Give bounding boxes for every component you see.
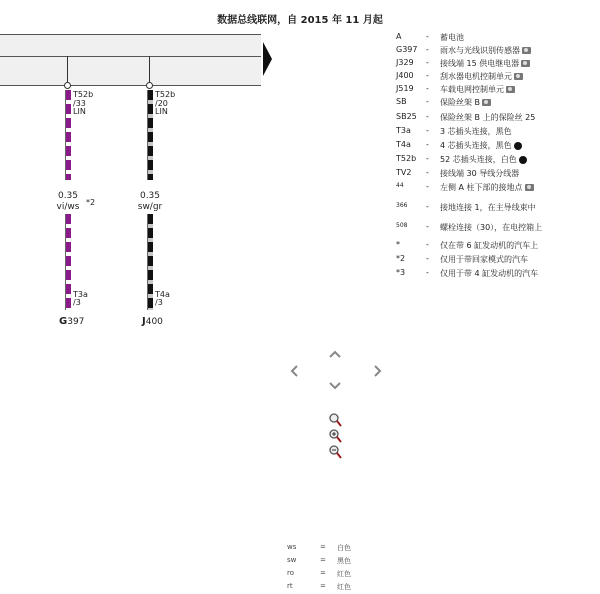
bus-divider (0, 56, 261, 57)
legend-row (396, 222, 596, 234)
legend-desc-text: 4 芯插头连接，黑色 (440, 141, 512, 150)
color-key-eq: = (320, 569, 326, 577)
legend-row (396, 71, 596, 83)
color-key-abbr: ws (287, 543, 297, 551)
legend-desc (440, 84, 515, 95)
legend-desc (440, 126, 512, 137)
component-g397[interactable]: G397 (59, 316, 85, 327)
legend-dash: - (426, 222, 429, 231)
legend-dash: - (426, 84, 429, 93)
legend-code: *2 (396, 254, 406, 263)
legend-desc (440, 112, 535, 123)
legend-code: T4a (396, 140, 411, 149)
legend-dash: - (426, 254, 429, 263)
pin-conn: T52b (155, 90, 176, 99)
legend-desc (440, 140, 522, 151)
legend-row (396, 254, 596, 266)
legend-desc (440, 97, 491, 108)
legend-desc (440, 222, 542, 233)
legend-desc (440, 168, 519, 179)
legend-row (396, 112, 596, 124)
legend-dash: - (426, 112, 429, 121)
legend-dash: - (426, 140, 429, 149)
color-key-abbr: ro (287, 569, 295, 577)
connector-icon[interactable] (514, 142, 522, 150)
legend-desc-text: 接线端 30 导线分线器 (440, 169, 520, 178)
color-key-row (287, 569, 387, 581)
color-key-row (287, 543, 387, 555)
legend-desc-text: 蓄电池 (440, 33, 464, 42)
camera-icon[interactable] (506, 86, 515, 93)
color-key-name: 红色 (337, 570, 351, 578)
legend-desc-text: 52 芯插头连接，白色 (440, 155, 517, 164)
legend-code: 44 (396, 182, 404, 189)
legend-desc-text: 刮水器电机控制单元 (440, 72, 512, 81)
legend-dash: - (426, 168, 429, 177)
wire-size: 0.35 (57, 191, 79, 201)
legend-dash: - (426, 71, 429, 80)
wire-color: vi/ws (56, 202, 80, 212)
legend-code: G397 (396, 45, 418, 54)
legend-desc (440, 32, 464, 43)
right-arrow-icon[interactable] (371, 364, 385, 378)
legend-dash: - (426, 182, 429, 191)
color-key-eq: = (320, 582, 326, 590)
legend-dash: - (426, 97, 429, 106)
wire-vi-ws-lower (65, 214, 71, 310)
pin-conn: T4a (155, 290, 170, 299)
camera-icon[interactable] (522, 47, 531, 54)
legend-code: T3a (396, 126, 411, 135)
legend-desc-text: 保险丝架 B (440, 98, 481, 107)
zoom-out-icon[interactable] (329, 444, 341, 458)
legend-desc (440, 45, 531, 56)
wire-color: sw/gr (137, 202, 163, 212)
page-title: 数据总线联网，自 2015 年 11 月起 (217, 15, 383, 26)
legend-code: *3 (396, 268, 406, 277)
legend-code: T52b (396, 154, 417, 163)
legend-dash: - (426, 32, 429, 41)
legend-desc (440, 182, 534, 193)
legend-code: J400 (396, 71, 414, 80)
component-j400[interactable]: J400 (142, 316, 163, 327)
legend-desc-text: 仅在带 6 缸发动机的汽车上 (440, 241, 539, 250)
wire-vi-ws-upper (65, 90, 71, 180)
legend-desc (440, 58, 530, 69)
legend-desc (440, 268, 538, 279)
bus-strip (0, 34, 261, 86)
legend-row (396, 45, 596, 57)
legend-desc-text: 仅用于带回家模式的汽车 (440, 255, 528, 264)
junction-dot (64, 82, 71, 89)
color-key-name: 红色 (337, 583, 351, 591)
legend-desc-text: 仅用于带 4 缸发动机的汽车 (440, 269, 539, 278)
legend-row (396, 140, 596, 152)
legend-dash: - (426, 154, 429, 163)
junction-dot (146, 82, 153, 89)
legend-desc (440, 71, 523, 82)
legend-code: SB (396, 97, 407, 106)
camera-icon[interactable] (514, 73, 523, 80)
legend-code: J329 (396, 58, 414, 67)
pin-num: /3 (73, 298, 81, 307)
pin-signal: LIN (155, 107, 168, 116)
color-key-abbr: sw (287, 556, 297, 564)
legend-desc (440, 254, 528, 265)
pin-conn: T3a (73, 290, 88, 299)
legend-dash: - (426, 58, 429, 67)
color-key-abbr: rt (287, 582, 293, 590)
wire-sw-gr-lower (147, 214, 153, 310)
legend-desc-text: 车载电网控制单元 (440, 85, 504, 94)
legend-desc-text: 雨水与光线识别传感器 (440, 46, 520, 55)
pin-num: /20 (155, 99, 168, 108)
wire-sw-gr-upper (147, 90, 153, 180)
legend-desc (440, 202, 536, 213)
color-key-row (287, 582, 387, 594)
legend-desc-text: 接线端 15 供电继电器 (440, 59, 520, 68)
color-key-row (287, 556, 387, 568)
legend-row (396, 84, 596, 96)
legend-dash: - (426, 45, 429, 54)
legend-dash: - (426, 202, 429, 211)
down-arrow-icon[interactable] (328, 380, 342, 394)
legend-desc-text: 保险丝架 B 上的保险丝 25 (440, 113, 536, 122)
legend-dash: - (426, 268, 429, 277)
pin-num: /33 (73, 99, 86, 108)
camera-icon[interactable] (521, 60, 530, 67)
legend-row (396, 32, 596, 44)
legend-row (396, 268, 596, 280)
continue-arrow-icon[interactable] (263, 42, 272, 76)
legend-dash: - (426, 240, 429, 249)
legend-row (396, 58, 596, 70)
camera-icon[interactable] (482, 99, 491, 106)
legend-desc-text: 螺栓连接（30），在电控箱上 (440, 223, 543, 232)
legend-code: SB25 (396, 112, 417, 121)
color-key-name: 白色 (337, 544, 351, 552)
zoom-icon[interactable] (329, 412, 341, 426)
legend-code: J519 (396, 84, 414, 93)
legend-code: TV2 (396, 168, 412, 177)
legend-desc-text: 接地连接 1，在主导线束中 (440, 203, 536, 212)
legend-code: 508 (396, 222, 408, 229)
up-arrow-icon[interactable] (328, 348, 342, 362)
pin-signal: LIN (73, 107, 86, 116)
color-key-eq: = (320, 543, 326, 551)
legend-code: A (396, 32, 402, 41)
wire-drop (67, 56, 68, 84)
wire-note: *2 (86, 198, 96, 207)
camera-icon[interactable] (525, 184, 534, 191)
pin-conn: T52b (73, 90, 94, 99)
wire-drop (149, 56, 150, 84)
color-key-name: 黑色 (337, 557, 351, 565)
legend-code: * (396, 240, 400, 249)
legend-row (396, 154, 596, 166)
zoom-in-icon[interactable] (329, 428, 341, 442)
connector-icon[interactable] (519, 156, 527, 164)
legend-desc (440, 154, 527, 165)
legend-row (396, 168, 596, 180)
legend-desc-text: 3 芯插头连接，黑色 (440, 127, 512, 136)
legend-row (396, 97, 596, 109)
legend-row (396, 126, 596, 138)
legend-code: 366 (396, 202, 408, 209)
legend-desc (440, 240, 538, 251)
wire-size: 0.35 (139, 191, 161, 201)
pin-num: /3 (155, 298, 163, 307)
color-key-eq: = (320, 556, 326, 564)
legend-desc-text: 左侧 A 柱下部的接地点 (440, 183, 523, 192)
left-arrow-icon[interactable] (287, 364, 301, 378)
legend-dash: - (426, 126, 429, 135)
legend-row (396, 182, 596, 194)
legend-row (396, 240, 596, 252)
legend-row (396, 202, 596, 214)
